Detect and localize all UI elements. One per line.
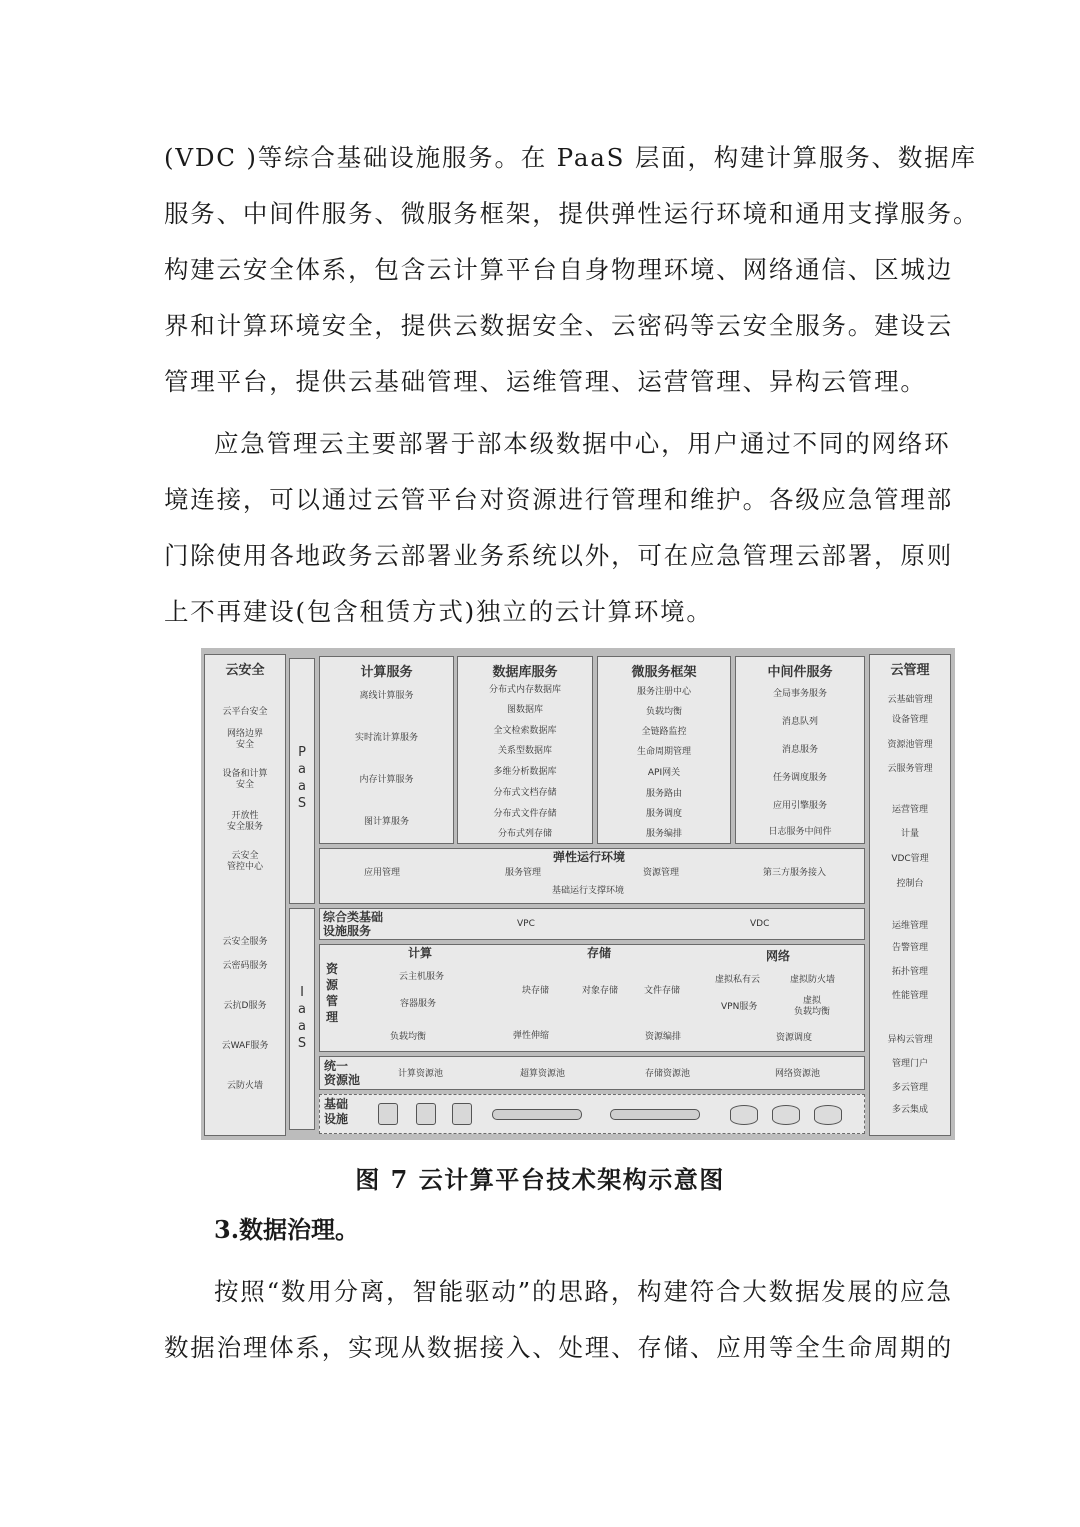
label-letter: S bbox=[297, 796, 307, 811]
cloud-security-column bbox=[204, 654, 286, 1136]
resource-item: 资源调度 bbox=[776, 1033, 813, 1043]
resource-item: 文件存储 bbox=[644, 986, 681, 996]
service-item: 多维分析数据库 bbox=[493, 767, 557, 777]
service-item: 服务调度 bbox=[645, 809, 682, 819]
service-item: 消息服务 bbox=[781, 745, 818, 755]
resource-item: 对象存储 bbox=[582, 986, 619, 996]
security-item: 开放性 安全服务 bbox=[226, 811, 263, 832]
infra-services-title: 综合类基础 设施服务 bbox=[323, 910, 384, 938]
label-letter: I bbox=[300, 985, 304, 1000]
text-line: 管理平台，提供云基础管理、运维管理、运营管理、异构云管理。 bbox=[164, 367, 927, 396]
mgmt-item: VDC管理 bbox=[891, 854, 929, 864]
figure-caption: 图 7 云计算平台技术架构示意图 bbox=[355, 1165, 725, 1194]
mgmt-item: 告警管理 bbox=[891, 943, 928, 953]
cloud-security-title: 云安全 bbox=[225, 663, 265, 678]
service-item: 全局事务服务 bbox=[772, 689, 827, 699]
iaas-label-box bbox=[289, 908, 315, 1130]
mgmt-item: 多云集成 bbox=[891, 1105, 928, 1115]
service-item: 实时流计算服务 bbox=[354, 733, 418, 743]
resource-item: 资源编排 bbox=[645, 1032, 682, 1042]
security-service: 云密码服务 bbox=[222, 961, 268, 971]
service-item: 消息队列 bbox=[781, 717, 818, 727]
paragraph-1 bbox=[164, 130, 980, 410]
database-icon bbox=[814, 1105, 842, 1125]
resource-management bbox=[319, 944, 865, 1052]
infra-title: 基础 设施 bbox=[324, 1097, 349, 1126]
security-service: 云安全服务 bbox=[222, 937, 268, 947]
label-letter: a bbox=[298, 1002, 306, 1017]
text-line: 界和计算环境安全，提供云数据安全、云密码等云安全服务。建设云 bbox=[164, 311, 953, 340]
runtime-item: 服务管理 bbox=[505, 868, 542, 878]
architecture-diagram bbox=[201, 648, 955, 1140]
server-icon bbox=[452, 1103, 472, 1125]
service-item: 图数据库 bbox=[506, 705, 543, 715]
resource-item: 虚拟 负载均衡 bbox=[794, 996, 831, 1017]
elastic-runtime bbox=[319, 848, 865, 904]
section-title: 3.数据治理。 bbox=[214, 1215, 360, 1244]
security-item: 设备和计算 安全 bbox=[222, 769, 268, 790]
mgmt-item: 多云管理 bbox=[891, 1083, 928, 1093]
resource-item: 虚拟私有云 bbox=[715, 975, 761, 985]
security-item: 云平台安全 bbox=[222, 707, 268, 717]
runtime-footer: 基础运行支撑环境 bbox=[552, 886, 625, 896]
service-item: 内存计算服务 bbox=[359, 775, 414, 785]
text-line: 上不再建设(包含租赁方式)独立的云计算环境。 bbox=[164, 597, 713, 626]
pool-item: 存储资源池 bbox=[645, 1069, 691, 1079]
service-item: 服务路由 bbox=[645, 789, 682, 799]
service-item: 分布式内存数据库 bbox=[488, 685, 561, 695]
server-icon bbox=[378, 1103, 398, 1125]
cloud-mgmt-title: 云管理 bbox=[890, 663, 930, 678]
text-line: (VDC )等综合基础设施服务。在 PaaS 层面，构建计算服务、数据库 bbox=[164, 143, 977, 172]
service-item: 关系型数据库 bbox=[497, 746, 552, 756]
mgmt-item: 控制台 bbox=[896, 879, 924, 889]
runtime-item: 应用管理 bbox=[364, 868, 401, 878]
runtime-item: 资源管理 bbox=[643, 868, 680, 878]
microservice-framework bbox=[597, 656, 731, 844]
text-line: 构建云安全体系，包含云计算平台自身物理环境、网络通信、区城边 bbox=[164, 255, 953, 284]
resource-item: VPN服务 bbox=[721, 1002, 758, 1012]
mgmt-item: 异构云管理 bbox=[887, 1035, 933, 1045]
label-letter: a bbox=[298, 1019, 306, 1034]
paragraph-3 bbox=[164, 1264, 953, 1376]
iaas-label bbox=[290, 984, 314, 1052]
storage-heading: 存储 bbox=[587, 946, 612, 960]
mgmt-item: 拓扑管理 bbox=[891, 967, 928, 977]
label-letter: P bbox=[298, 745, 306, 760]
pool-item: 网络资源池 bbox=[775, 1069, 821, 1079]
text-line: 应急管理云主要部署于部本级数据中心，用户通过不同的网络环 bbox=[214, 429, 951, 458]
text-line: 服务、中间件服务、微服务框架，提供弹性运行环境和通用支撑服务。 bbox=[164, 199, 980, 228]
mgmt-item: 运营管理 bbox=[891, 805, 928, 815]
security-service: 云防火墙 bbox=[226, 1081, 263, 1091]
resource-item: 块存储 bbox=[522, 986, 550, 996]
service-item: API网关 bbox=[647, 768, 681, 778]
label-letter: a bbox=[298, 779, 306, 794]
pool-item: 超算资源池 bbox=[520, 1069, 566, 1079]
text-line: 数据治理体系，实现从数据接入、处理、存储、应用等全生命周期的 bbox=[164, 1333, 953, 1362]
switch-icon bbox=[610, 1109, 700, 1120]
resource-mgmt-title: 资 源 管 理 bbox=[326, 962, 339, 1024]
infra-services bbox=[319, 908, 865, 940]
service-item: 任务调度服务 bbox=[772, 773, 827, 783]
service-item: 离线计算服务 bbox=[359, 691, 414, 701]
pool-title: 统一 资源池 bbox=[324, 1059, 361, 1087]
resource-item: 负载均衡 bbox=[390, 1032, 427, 1042]
label-letter: a bbox=[298, 762, 306, 777]
paas-label-box bbox=[289, 658, 315, 904]
resource-item: 云主机服务 bbox=[399, 972, 445, 982]
security-service: 云WAF服务 bbox=[221, 1041, 269, 1051]
compute-services-title: 计算服务 bbox=[360, 665, 413, 680]
mgmt-item: 云服务管理 bbox=[887, 764, 933, 774]
mgmt-item: 计量 bbox=[900, 829, 919, 839]
cloud-management-column bbox=[869, 654, 951, 1136]
security-item: 云安全 管控中心 bbox=[226, 851, 263, 872]
service-item: 全文检索数据库 bbox=[493, 726, 557, 736]
mgmt-item: 资源池管理 bbox=[887, 740, 933, 750]
compute-services bbox=[319, 656, 454, 844]
database-services bbox=[457, 656, 593, 844]
service-item: 分布式文档存储 bbox=[493, 788, 557, 798]
database-services-title: 数据库服务 bbox=[492, 665, 558, 680]
switch-icon bbox=[492, 1109, 582, 1120]
unified-resource-pool bbox=[319, 1056, 865, 1090]
resource-item: 弹性伸缩 bbox=[513, 1031, 550, 1041]
network-heading: 网络 bbox=[766, 949, 791, 963]
service-item: 生命周期管理 bbox=[636, 747, 691, 757]
service-item: 服务注册中心 bbox=[636, 687, 691, 697]
resource-item: 容器服务 bbox=[400, 999, 437, 1009]
runtime-item: 第三方服务接入 bbox=[763, 868, 827, 878]
service-item: 分布式文件存储 bbox=[493, 809, 557, 819]
service-item: 分布式列存储 bbox=[497, 829, 552, 839]
resource-item: 虚拟防火墙 bbox=[790, 975, 836, 985]
vpc-label: VPC bbox=[517, 919, 535, 929]
security-item: 网络边界 安全 bbox=[226, 729, 263, 750]
service-item: 全链路监控 bbox=[641, 727, 687, 737]
mgmt-item: 运维管理 bbox=[891, 921, 928, 931]
mgmt-item: 设备管理 bbox=[891, 715, 928, 725]
mgmt-item: 云基础管理 bbox=[887, 695, 933, 705]
server-icon bbox=[416, 1103, 436, 1125]
mgmt-item: 性能管理 bbox=[891, 991, 928, 1001]
infrastructure bbox=[319, 1094, 865, 1134]
middleware-title: 中间件服务 bbox=[767, 665, 833, 680]
service-item: 图计算服务 bbox=[363, 817, 409, 827]
service-item: 服务编排 bbox=[645, 829, 682, 839]
service-item: 日志服务中间件 bbox=[768, 827, 832, 837]
vdc-label: VDC bbox=[750, 919, 770, 929]
paragraph-2 bbox=[164, 416, 953, 640]
label-letter: S bbox=[297, 1036, 307, 1051]
security-service: 云抗D服务 bbox=[223, 1001, 267, 1011]
elastic-runtime-title: 弹性运行环境 bbox=[553, 850, 626, 864]
service-item: 负载均衡 bbox=[645, 707, 682, 717]
database-icon bbox=[772, 1105, 800, 1125]
service-item: 应用引擎服务 bbox=[772, 801, 827, 811]
text-line: 境连接，可以通过云管平台对资源进行管理和维护。各级应急管理部 bbox=[164, 485, 953, 514]
paas-label bbox=[290, 744, 314, 812]
middleware-services bbox=[735, 656, 865, 844]
text-line: 门除使用各地政务云部署业务系统以外，可在应急管理云部署，原则 bbox=[164, 541, 953, 570]
mgmt-item: 管理门户 bbox=[891, 1059, 928, 1069]
pool-item: 计算资源池 bbox=[398, 1069, 444, 1079]
microservice-title: 微服务框架 bbox=[631, 665, 697, 680]
database-icon bbox=[730, 1105, 758, 1125]
text-line: 按照“数用分离，智能驱动”的思路，构建符合大数据发展的应急 bbox=[214, 1277, 953, 1306]
compute-heading: 计算 bbox=[408, 946, 433, 960]
